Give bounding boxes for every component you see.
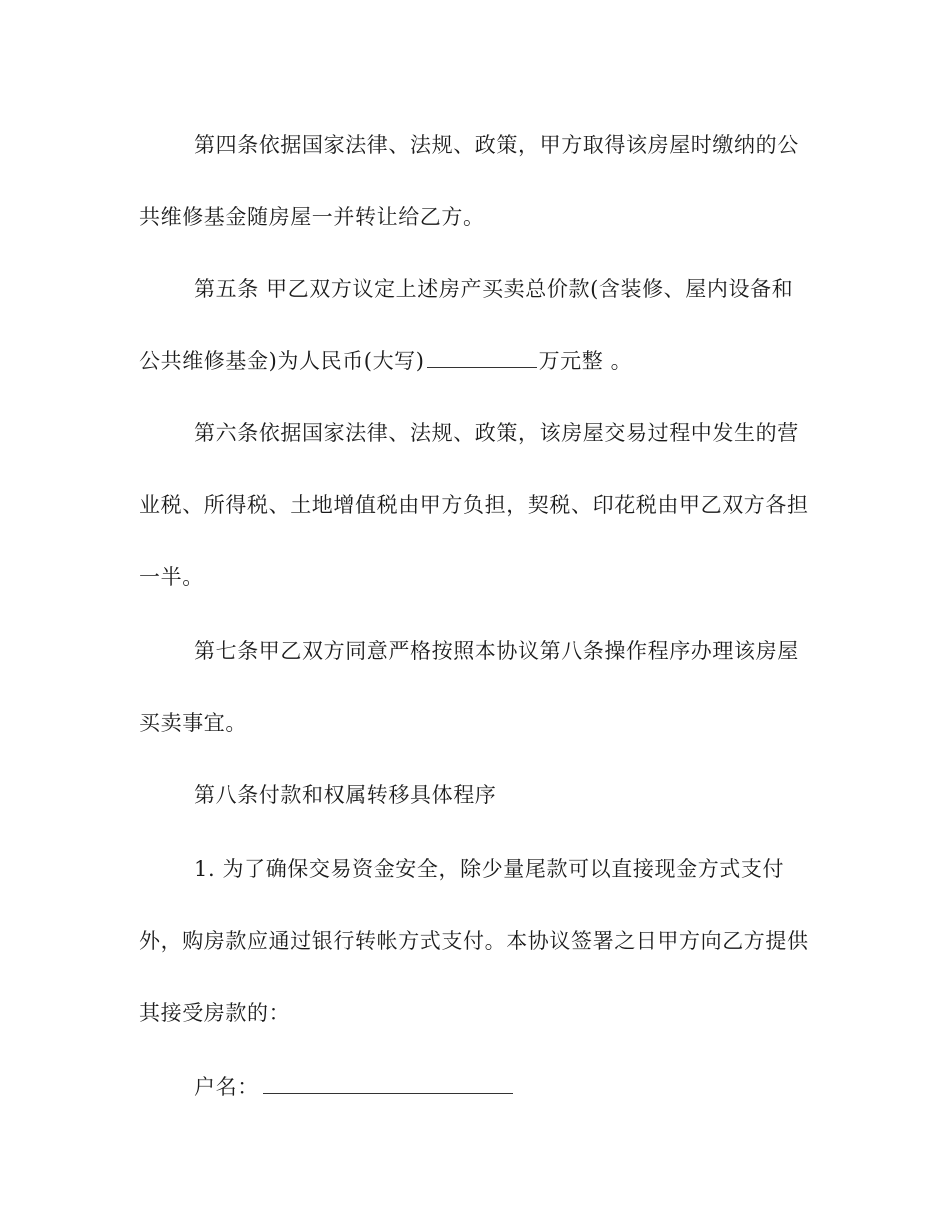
clause-1-line-2: 外，购房款应通过银行转帐方式支付。本协议签署之日甲方向乙方提供 bbox=[139, 929, 809, 953]
article-4-line-1: 第四条依据国家法律、法规、政策，甲方取得该房屋时缴纳的公 bbox=[194, 133, 799, 157]
article-4-line-2: 共维修基金随房屋一并转让给乙方。 bbox=[139, 205, 485, 229]
article-8-heading: 第八条付款和权属转移具体程序 bbox=[194, 783, 497, 807]
account-name-label: 户名： bbox=[194, 1075, 259, 1099]
article-6-line-2: 业税、所得税、土地增值税由甲方负担，契税、印花税由甲乙双方各担 bbox=[139, 493, 809, 517]
article-6-line-3: 一半。 bbox=[139, 565, 204, 589]
article-6-line-1: 第六条依据国家法律、法规、政策，该房屋交易过程中发生的营 bbox=[194, 421, 799, 445]
clause-1-line-1: 1. 为了确保交易资金安全，除少量尾款可以直接现金方式支付 bbox=[194, 857, 785, 881]
account-name-line bbox=[194, 1073, 513, 1101]
article-7-line-2: 买卖事宜。 bbox=[139, 711, 247, 735]
article-5-amount-prefix: 公共维修基金)为人民币(大写) bbox=[139, 349, 425, 373]
article-5-amount-suffix: 万元整 。 bbox=[538, 349, 633, 373]
amount-blank-field[interactable] bbox=[427, 347, 537, 368]
article-5-line-1: 第五条 甲乙双方议定上述房产买卖总价款(含装修、屋内设备和 bbox=[194, 277, 794, 301]
article-7-line-1: 第七条甲乙双方同意严格按照本协议第八条操作程序办理该房屋 bbox=[194, 639, 799, 663]
article-5-line-2 bbox=[139, 347, 632, 375]
clause-1-line-3: 其接受房款的： bbox=[139, 1001, 291, 1025]
account-name-blank-field[interactable] bbox=[263, 1073, 513, 1094]
